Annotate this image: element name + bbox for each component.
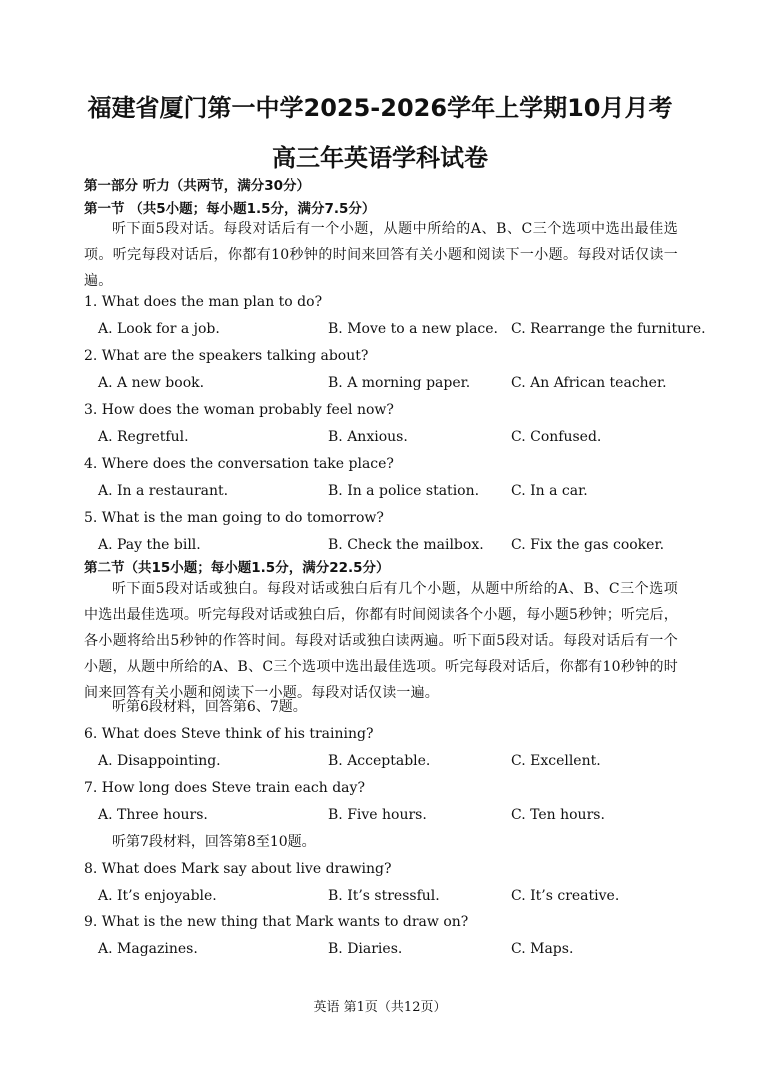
question-8-option-a: A. It’s enjoyable. [98,888,217,904]
section2-instructions: 听下面5段对话或独白。每段对话或独白后有几个小题，从题中所给的A、B、C三个选项中选出最佳选项。听完每段对话或独白后，你都有时间阅读各个小题，每小题5秒钟；听完后，各小题将给出5秒钟的作答时间。每段对话或独白读两遍。听下面5段对话。每段对话后有一个小题，从题中所给的A、B、C三个选项中选出最佳选项。听完每段对话后，你都有10秒钟的时间来回答有关小题和阅读下一小题。每段对话仅读一遍。 [84,581,678,701]
question-9: 9. What is the new thing that Mark wants to draw on? [84,914,469,930]
question-7-option-c: C. Ten hours. [511,807,605,823]
question-4-option-b: B. In a police station. [328,483,480,499]
exam-title-line2: 高三年英语学科试卷 [272,144,488,172]
question-9-option-b: B. Diaries. [328,941,403,957]
question-2-option-c: C. An African teacher. [511,375,667,391]
question-8: 8. What does Mark say about live drawing? [84,861,392,877]
material-6-note: 听第6段材料，回答第6、7题。 [112,699,307,715]
question-9-option-a: A. Magazines. [98,941,198,957]
exam-title-line1: 福建省厦门第一中学2025-2026学年上学期10月月考 [87,94,673,122]
question-6-option-c: C. Excellent. [511,753,601,769]
question-1-option-a: A. Look for a job. [98,321,220,337]
question-1-option-c: C. Rearrange the furniture. [511,321,706,337]
question-9-option-c: C. Maps. [511,941,574,957]
question-3-option-c: C. Confused. [511,429,602,445]
question-6-option-a: A. Disappointing. [98,753,221,769]
question-4-option-a: A. In a restaurant. [98,483,229,499]
question-5-option-c: C. Fix the gas cooker. [511,537,665,553]
material-7-note: 听第7段材料，回答第8至10题。 [112,834,316,850]
part1-heading: 第一部分 听力（共两节，满分30分） [84,178,310,194]
question-7-option-a: A. Three hours. [98,807,208,823]
question-7: 7. How long does Steve train each day? [84,780,365,796]
question-8-option-c: C. It’s creative. [511,888,620,904]
question-2-option-b: B. A morning paper. [328,375,471,391]
question-1: 1. What does the man plan to do? [84,294,323,310]
question-6: 6. What does Steve think of his training? [84,726,374,742]
section1-heading: 第一节 （共5小题；每小题1.5分，满分7.5分） [84,201,376,217]
question-4-option-c: C. In a car. [511,483,588,499]
section2-heading: 第二节（共15小题；每小题1.5分，满分22.5分） [84,560,390,576]
question-8-option-b: B. It’s stressful. [328,888,440,904]
question-5-option-b: B. Check the mailbox. [328,537,484,553]
question-5: 5. What is the man going to do tomorrow? [84,510,384,526]
section1-instructions: 听下面5段对话。每段对话后有一个小题，从题中所给的A、B、C三个选项中选出最佳选项。听完每段对话后，你都有10秒钟的时间来回答有关小题和阅读下一小题。每段对话仅读一遍。 [84,221,678,289]
question-2-option-a: A. A new book. [98,375,205,391]
question-2: 2. What are the speakers talking about? [84,348,369,364]
question-3: 3. How does the woman probably feel now? [84,402,394,418]
question-4: 4. Where does the conversation take place? [84,456,394,472]
question-7-option-b: B. Five hours. [328,807,427,823]
page-footer: 英语 第1页（共12页） [313,1000,447,1015]
question-3-option-a: A. Regretful. [98,429,189,445]
question-3-option-b: B. Anxious. [328,429,408,445]
question-1-option-b: B. Move to a new place. [328,321,498,337]
question-6-option-b: B. Acceptable. [328,753,431,769]
question-5-option-a: A. Pay the bill. [98,537,201,553]
